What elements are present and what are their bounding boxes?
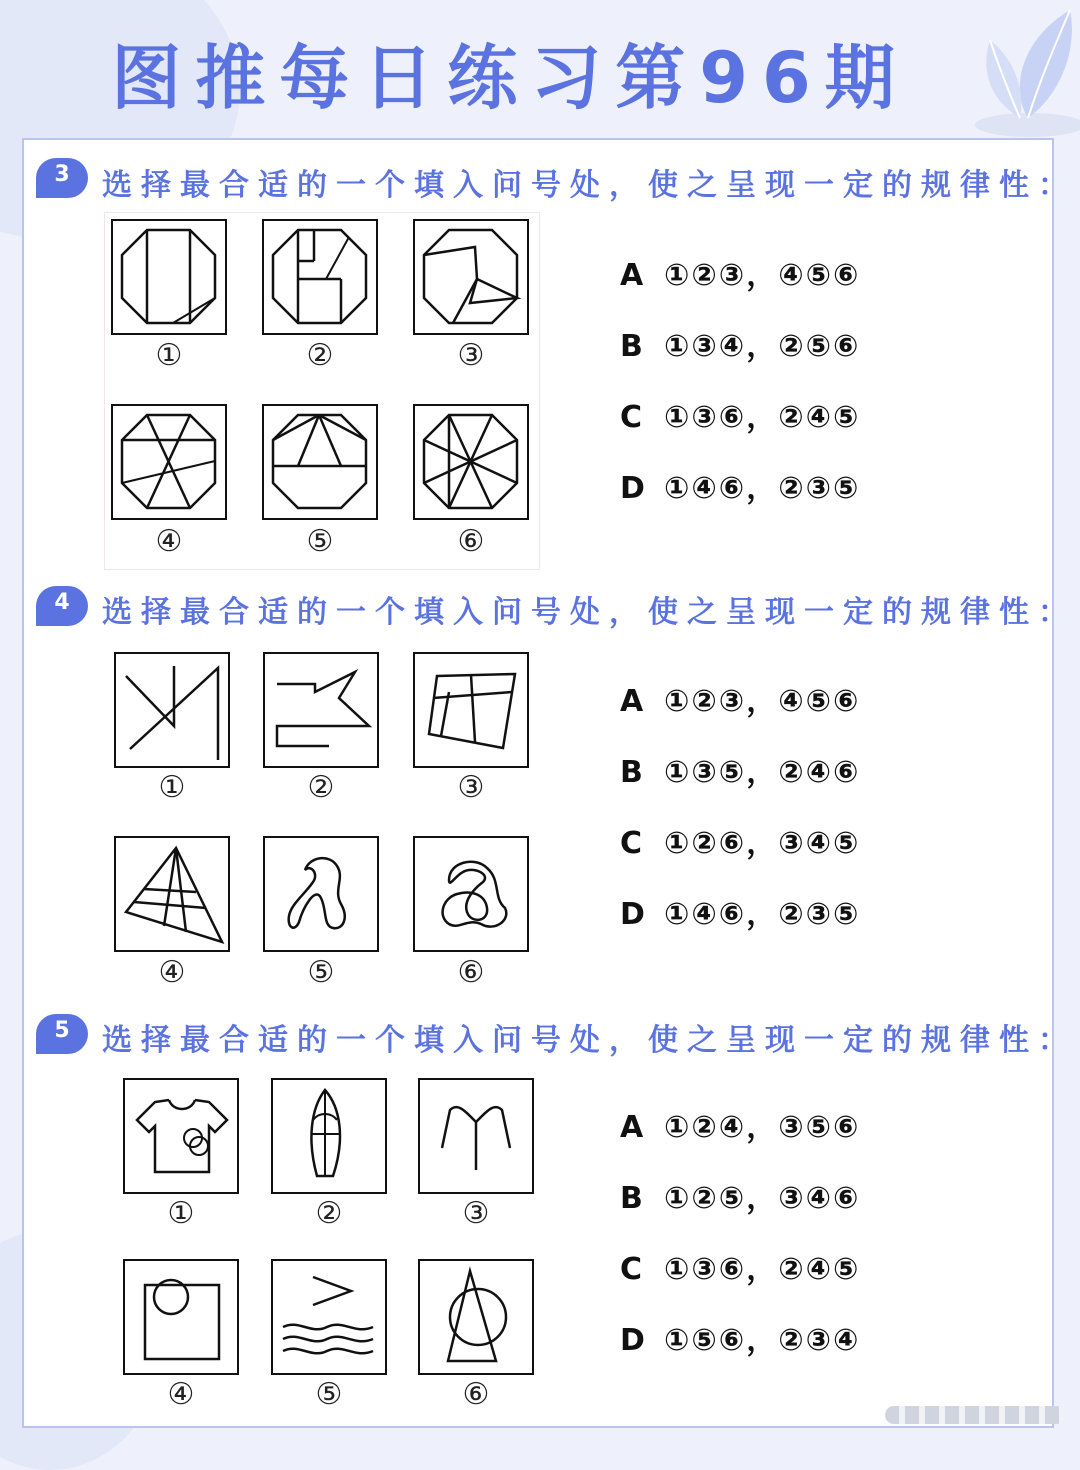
figure-2 [262, 219, 378, 335]
octagon-figure [113, 221, 224, 332]
question-number-badge: 5 [36, 1014, 88, 1054]
tshirt-figure [125, 1080, 236, 1191]
triangle-circle-figure [420, 1261, 531, 1372]
option-text: ①③⑥，②④⑤ [664, 400, 861, 435]
option-letter: B [620, 755, 645, 790]
option-a[interactable] [620, 1102, 860, 1146]
option-a[interactable] [620, 676, 860, 720]
figure-6-label: ⑥ [457, 524, 485, 559]
figure-1 [114, 652, 230, 768]
option-text: ①④⑥，②③⑤ [664, 897, 861, 932]
figure-4 [111, 404, 227, 520]
option-text: ①⑤⑥，②③④ [664, 1323, 861, 1358]
figure-5 [262, 404, 378, 520]
octagon-figure [415, 221, 526, 332]
question-number-badge: 3 [36, 158, 88, 198]
figure-6-label: ⑥ [457, 955, 485, 990]
figure-6 [413, 836, 529, 952]
arch-figure [420, 1080, 531, 1191]
question-prompt: 选择最合适的一个填入问号处，使之呈现一定的规律性： [102, 595, 1077, 630]
question-prompt: 选择最合适的一个填入问号处，使之呈现一定的规律性： [102, 168, 1077, 203]
page-title: 图推每日练习第96期 [111, 37, 909, 119]
octagon-figure [415, 406, 526, 517]
figure-4-label: ④ [167, 1377, 195, 1412]
option-letter: D [620, 471, 647, 506]
figure-4-label: ④ [158, 955, 186, 990]
option-d[interactable] [620, 889, 860, 933]
figure-3 [413, 652, 529, 768]
option-letter: D [620, 1323, 647, 1358]
option-text: ①②③，④⑤⑥ [664, 258, 861, 293]
option-letter: A [620, 1110, 646, 1145]
figure-6-label: ⑥ [462, 1377, 490, 1412]
watermark-bar [885, 1406, 1065, 1424]
figure-1 [123, 1078, 239, 1194]
line-figure [116, 654, 227, 765]
line-figure [265, 654, 376, 765]
option-letter: A [620, 684, 646, 719]
figure-3 [418, 1078, 534, 1194]
figure-5 [263, 836, 379, 952]
option-text: ①②⑥，③④⑤ [664, 826, 861, 861]
figure-3-label: ③ [457, 770, 485, 805]
option-b[interactable] [620, 321, 860, 365]
option-letter: B [620, 1181, 645, 1216]
octagon-figure [264, 406, 375, 517]
octagon-figure [113, 406, 224, 517]
option-text: ①③④，②⑤⑥ [664, 329, 861, 364]
option-letter: C [620, 826, 645, 861]
option-d[interactable] [620, 1315, 860, 1359]
option-c[interactable] [620, 818, 860, 862]
option-text: ①④⑥，②③⑤ [664, 471, 861, 506]
figure-2-label: ② [307, 770, 335, 805]
figure-1 [111, 219, 227, 335]
curve-figure [415, 838, 526, 949]
option-b[interactable] [620, 747, 860, 791]
waves-figure [273, 1261, 384, 1372]
figure-5-label: ⑤ [315, 1377, 343, 1412]
option-letter: C [620, 400, 645, 435]
figure-4 [114, 836, 230, 952]
figure-6 [413, 404, 529, 520]
figure-1-label: ① [155, 338, 183, 373]
option-a[interactable] [620, 250, 860, 294]
option-d[interactable] [620, 463, 860, 507]
option-text: ①②③，④⑤⑥ [664, 684, 861, 719]
figure-6 [418, 1259, 534, 1375]
figure-2 [271, 1078, 387, 1194]
figure-3-label: ③ [462, 1196, 490, 1231]
figure-1-label: ① [167, 1196, 195, 1231]
option-letter: C [620, 1252, 645, 1287]
square-circle-figure [125, 1261, 236, 1372]
option-c[interactable] [620, 1244, 860, 1288]
figure-3-label: ③ [457, 338, 485, 373]
quadrilateral-figure [415, 654, 526, 765]
option-b[interactable] [620, 1173, 860, 1217]
figure-1-label: ① [158, 770, 186, 805]
figure-2 [263, 652, 379, 768]
curve-figure [265, 838, 376, 949]
figure-2-label: ② [306, 338, 334, 373]
figure-4-label: ④ [155, 524, 183, 559]
option-text: ①②④，③⑤⑥ [664, 1110, 861, 1145]
option-c[interactable] [620, 392, 860, 436]
figure-3 [413, 219, 529, 335]
question-number-badge: 4 [36, 586, 88, 626]
figure-5 [271, 1259, 387, 1375]
figure-5-label: ⑤ [307, 955, 335, 990]
triangle-figure [116, 838, 227, 949]
leaf-figure [273, 1080, 384, 1191]
octagon-figure [264, 221, 375, 332]
figure-2-label: ② [315, 1196, 343, 1231]
option-letter: B [620, 329, 645, 364]
figure-5-label: ⑤ [306, 524, 334, 559]
option-letter: A [620, 258, 646, 293]
option-letter: D [620, 897, 647, 932]
question-prompt: 选择最合适的一个填入问号处，使之呈现一定的规律性： [102, 1023, 1077, 1058]
option-text: ①③⑤，②④⑥ [664, 755, 861, 790]
option-text: ①③⑥，②④⑤ [664, 1252, 861, 1287]
option-text: ①②⑤，③④⑥ [664, 1181, 861, 1216]
figure-4 [123, 1259, 239, 1375]
